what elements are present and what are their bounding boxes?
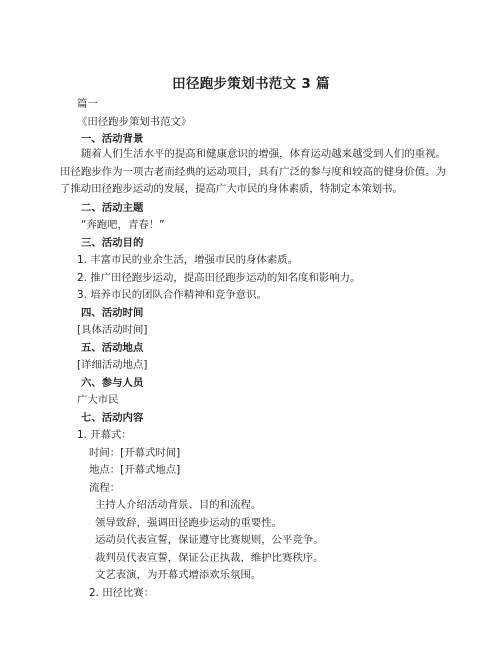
document-title: 田径跑步策划书范文 3 篇 xyxy=(172,76,330,92)
purpose-item: 1. 丰富市民的业余生活，增强市民的身体素质。 xyxy=(77,254,299,266)
content-item-competition: 2. 田径比赛： xyxy=(89,587,155,599)
content-item-opening: 1. 开幕式： xyxy=(77,429,132,441)
section-heading-background: 一、活动背景 xyxy=(81,133,144,145)
process-label: 流程： xyxy=(89,482,121,494)
section-heading-theme: 二、活动主题 xyxy=(81,202,144,214)
theme-text: “奔跑吧，青春！” xyxy=(81,219,165,231)
process-item: 主持人介绍活动背景、目的和流程。 xyxy=(95,499,262,511)
section-heading-purpose: 三、活动目的 xyxy=(81,237,144,249)
opening-place: 地点：[开幕式地点] xyxy=(89,464,181,476)
opening-time: 时间：[开幕式时间] xyxy=(89,447,181,459)
process-item: 文艺表演，为开幕式增添欢乐氛围。 xyxy=(95,569,262,581)
section-heading-place: 五、活动地点 xyxy=(81,342,144,354)
section-heading-people: 六、参与人员 xyxy=(81,377,144,389)
process-item: 领导致辞，强调田径跑步运动的重要性。 xyxy=(95,517,283,529)
place-text: [详细活动地点] xyxy=(77,359,148,371)
time-text: [具体活动时间] xyxy=(77,324,148,336)
background-paragraph: 随着人们生活水平的提高和健康意识的增强，体育运动越来越受到人们的重视。田径跑步作为一项古老而经典的运动项目，具有广泛的参与度和较高的健身价值。为了推动田径跑步运动的发展，提高广大市民的身体素质，特制定本策划书。 xyxy=(60,148,446,195)
purpose-item: 2. 推广田径跑步运动，提高田径跑步运动的知名度和影响力。 xyxy=(77,272,361,284)
document-subtitle: 《田径跑步策划书范文》 xyxy=(77,116,192,128)
people-text: 广大市民 xyxy=(77,394,119,406)
section-heading-time: 四、活动时间 xyxy=(81,307,144,319)
part-label: 篇一 xyxy=(77,98,98,110)
process-item: 运动员代表宣誓，保证遵守比赛规则，公平竞争。 xyxy=(95,534,324,546)
section-heading-content: 七、活动内容 xyxy=(81,412,144,424)
purpose-item: 3. 培养市民的团队合作精神和竞争意识。 xyxy=(77,289,267,301)
process-item: 裁判员代表宣誓，保证公正执裁，维护比赛秩序。 xyxy=(95,552,324,564)
